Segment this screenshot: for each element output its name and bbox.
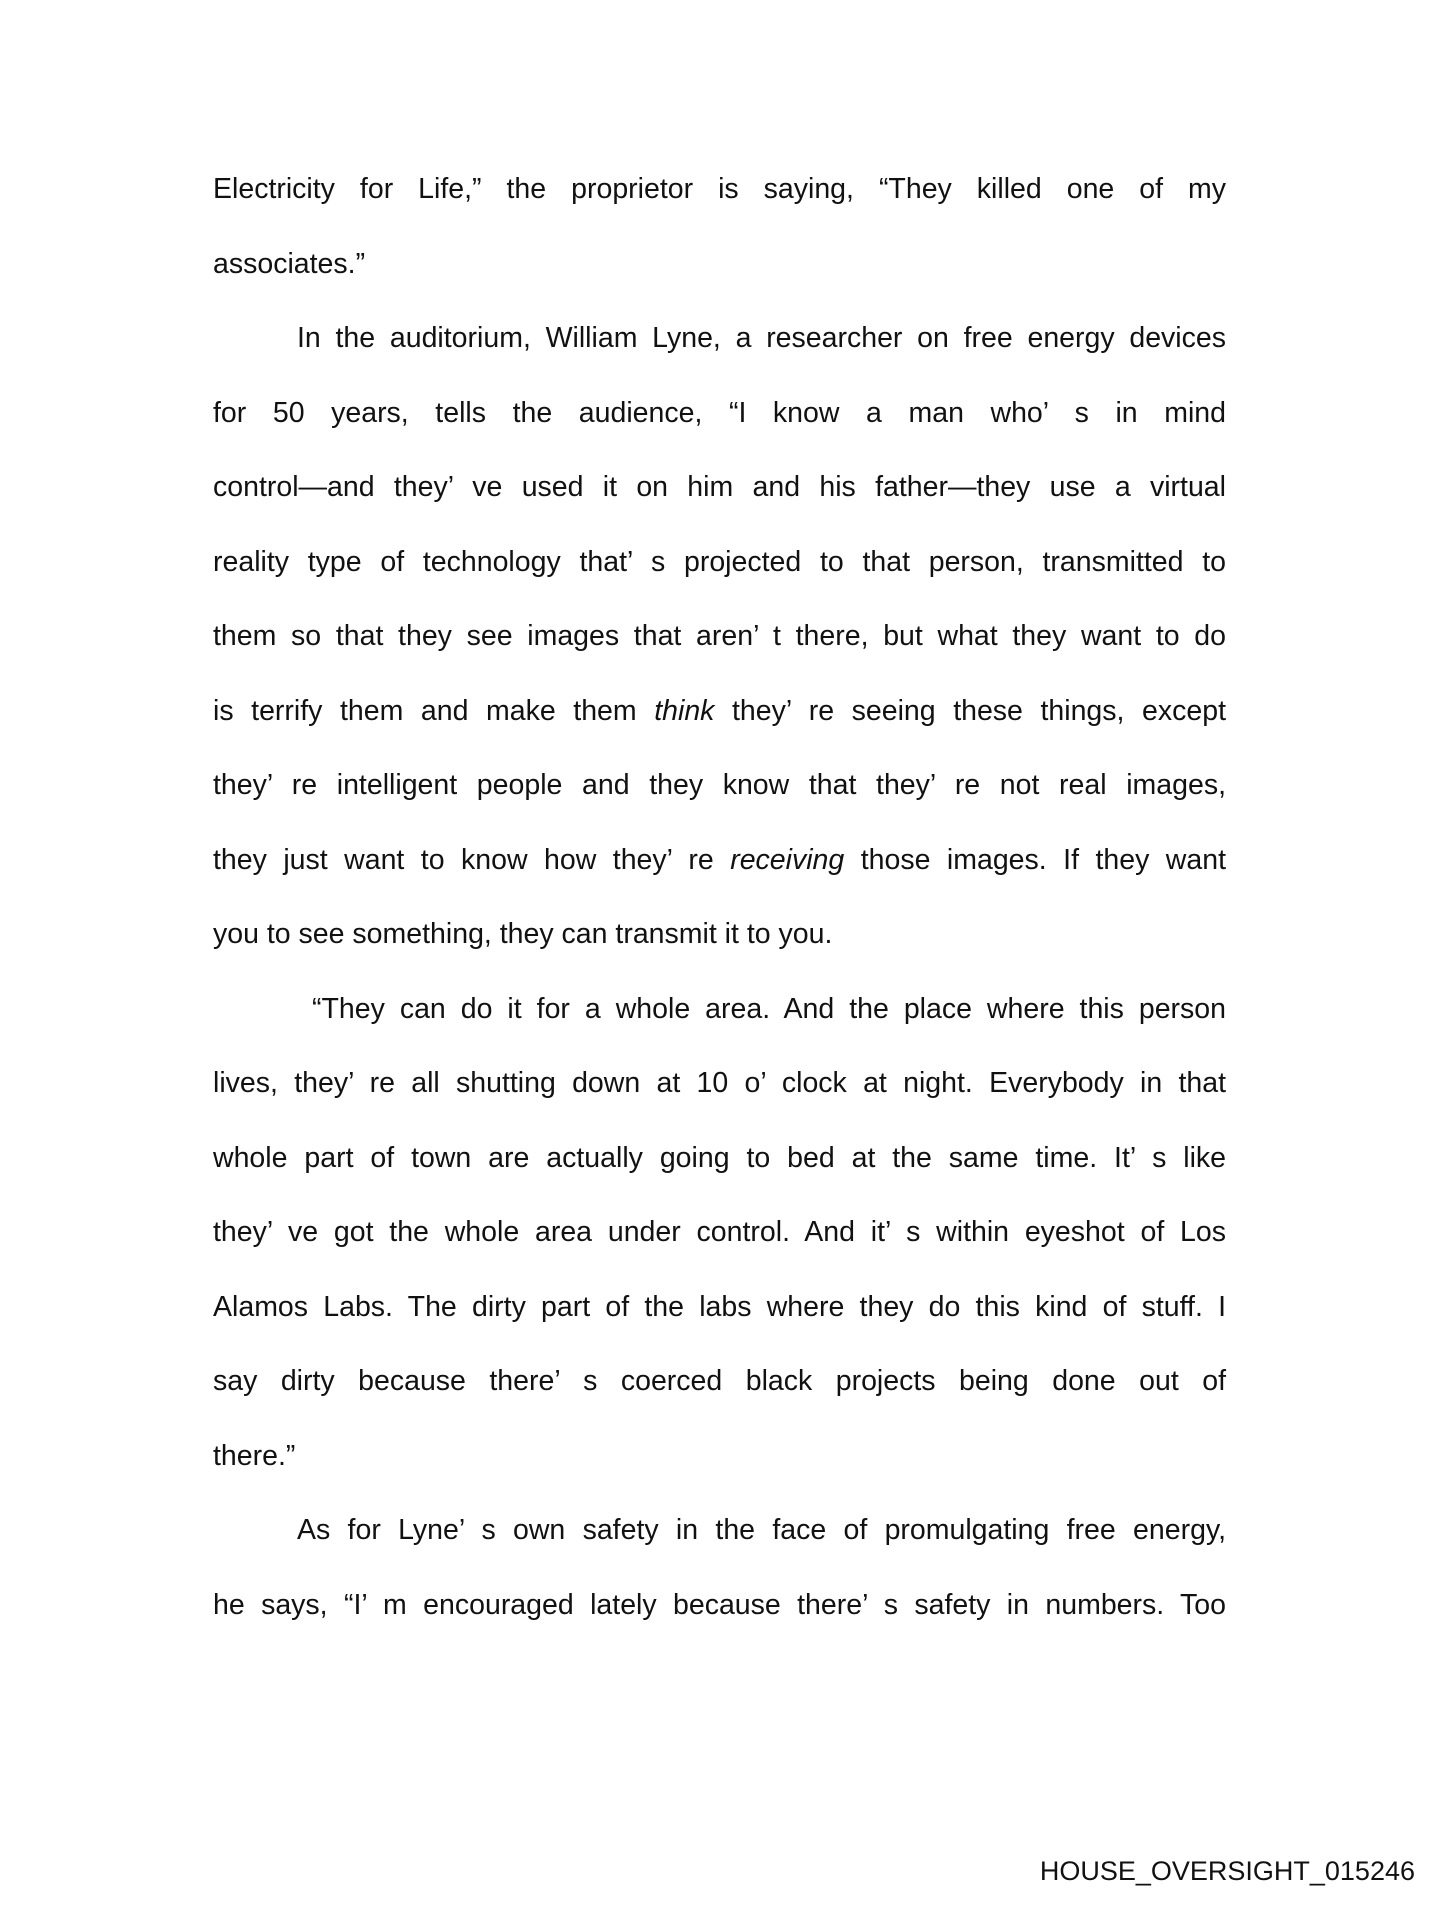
text-line: control—and they’ ve used it on him and his father—they use a virtual <box>213 471 1226 503</box>
text-line: Alamos Labs. The dirty part of the labs where they do this kind of stuff. I <box>213 1290 1226 1323</box>
document-body <box>213 152 1226 1642</box>
text-line: In the auditorium, William Lyne, a researcher on free energy devices <box>297 322 1226 354</box>
text-line: whole part of town are actually going to bed at the same time. It’ s like <box>213 1141 1226 1174</box>
text-line: reality type of technology that’ s projected to that person, transmitted to <box>213 545 1226 578</box>
text-line: lives, they’ re all shutting down at 10 o’ clock at night. Everybody in that <box>213 1067 1226 1099</box>
text-segment: they just want to know how they’ re <box>213 843 731 876</box>
text-line: they’ re intelligent people and they know that they’ re not real images, <box>213 769 1226 801</box>
text-line: they’ ve got the whole area under control. And it’ s within eyeshot of Los <box>213 1216 1226 1248</box>
bates-number: HOUSE_OVERSIGHT_015246 <box>1039 1856 1415 1886</box>
emphasis-text: think <box>654 694 715 727</box>
text-line: for 50 years, tells the audience, “I know a man who’ s in mind <box>213 396 1226 429</box>
text-line: he says, “I’ m encouraged lately because there’ s safety in numbers. Too <box>213 1588 1226 1621</box>
text-line: them so that they see images that aren’ t there, but what they want to do <box>213 620 1226 652</box>
text-line <box>213 823 1226 898</box>
text-segment: is terrify them and make them <box>213 694 655 727</box>
text-segment: they’ re seeing these things, except <box>714 694 1226 727</box>
text-line: you to see something, they can transmit it to you. <box>213 918 833 950</box>
text-line <box>213 674 1226 749</box>
text-line: say dirty because there’ s coerced black projects being done out of <box>213 1365 1226 1397</box>
text-line: As for Lyne’ s own safety in the face of promulgating free energy, <box>297 1514 1226 1546</box>
text-line: associates.” <box>213 247 366 280</box>
emphasis-text: receiving <box>730 843 845 876</box>
text-line: there.” <box>213 1439 296 1472</box>
text-line: Electricity for Life,” the proprietor is saying, “They killed one of my <box>213 173 1226 205</box>
text-segment: those images. If they want <box>844 843 1226 876</box>
text-line: “They can do it for a whole area. And the place where this person <box>312 992 1226 1025</box>
